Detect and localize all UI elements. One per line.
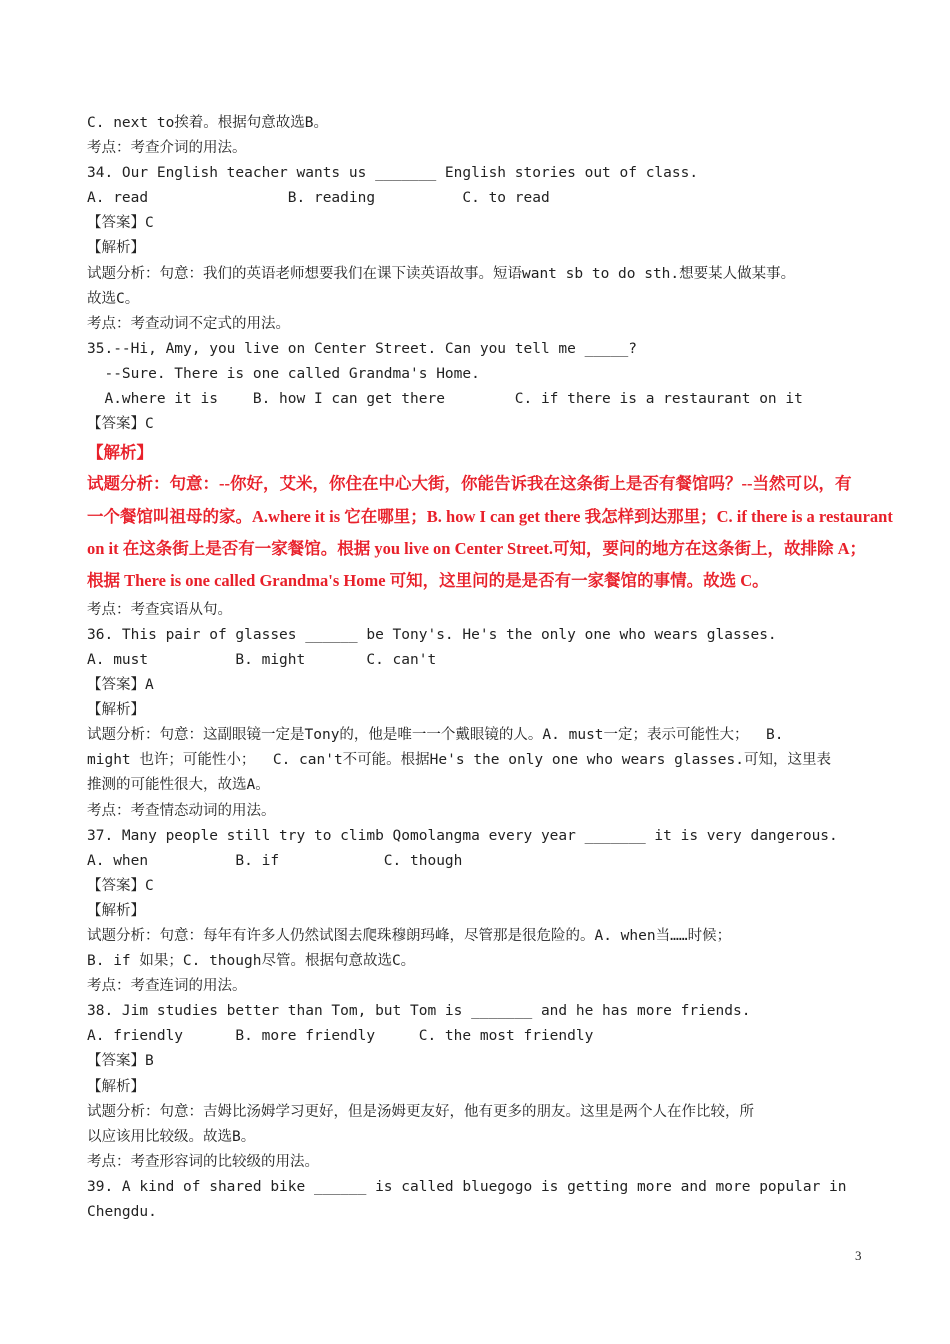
highlighted-analysis-line: 根据 There is one called Grandma's Home 可知，这里问的是是否有一家餐馆的事情。故选 C。	[87, 571, 769, 591]
text-line: 【解析】	[87, 1078, 145, 1095]
text-line: 考点：考查动词不定式的用法。	[87, 315, 290, 332]
text-line: 故选C。	[87, 290, 140, 307]
text-line: 【答案】C	[87, 877, 154, 894]
text-line: A. must B. might C. can't	[87, 651, 437, 668]
text-line: 【答案】C	[87, 215, 154, 232]
text-line: C. next to挨着。根据句意故选B。	[87, 115, 329, 131]
text-line: Chengdu.	[87, 1204, 157, 1221]
text-line: 【答案】C	[87, 416, 154, 433]
text-line: 37. Many people still try to climb Qomolangma every year _______ it is very dangerous.	[87, 827, 838, 844]
highlighted-analysis-line: 一个餐馆叫祖母的家。A.where it is 它在哪里；B. how I can get there 我怎样到达那里；C. if there is a restaurant	[87, 506, 893, 526]
text-line: 试题分析：句意：每年有许多人仍然试图去爬珠穆朗玛峰，尽管那是很危险的。A. when当……时候；	[87, 928, 732, 944]
text-line: 36. This pair of glasses ______ be Tony's. He's the only one who wears glasses.	[87, 626, 777, 643]
text-line: A.where it is B. how I can get there C. if there is a restaurant on it	[87, 391, 803, 408]
text-line: 38. Jim studies better than Tom, but Tom is _______ and he has more friends.	[87, 1003, 751, 1020]
text-line: A. when B. if C. though	[87, 852, 463, 869]
text-line: B. if 如果；C. though尽管。根据句意故选C。	[87, 953, 416, 970]
text-line: 试题分析：句意：吉姆比汤姆学习更好，但是汤姆更友好，他有更多的朋友。这里是两个人在作比较，所	[87, 1103, 754, 1120]
text-line: 【答案】B	[87, 1053, 154, 1070]
text-line: 35.--Hi, Amy, you live on Center Street. Can you tell me _____?	[87, 340, 637, 357]
page-number: 3	[855, 1248, 862, 1263]
highlighted-analysis-line: on it 在这条街上是否有一家餐馆。根据 you live on Center Street.可知，要问的地方在这条街上，故排除 A；	[87, 539, 866, 558]
text-line: --Sure. There is one called Grandma's Home.	[87, 365, 480, 382]
text-line: 【解析】	[87, 902, 145, 919]
text-line: 试题分析：句意：我们的英语老师想要我们在课下读英语故事。短语want sb to do sth.想要某人做某事。	[87, 265, 796, 282]
highlighted-analysis-line: 【解析】	[87, 443, 153, 463]
text-line: 试题分析：句意：这副眼镜一定是Tony的，他是唯一一个戴眼镜的人。A. must一定；表示可能性大； B.	[87, 727, 784, 744]
text-line: 考点：考查连词的用法。	[87, 978, 247, 995]
text-line: 以应该用比较级。故选B。	[87, 1128, 256, 1145]
text-line: 【解析】	[87, 702, 145, 719]
document-body	[87, 111, 893, 1225]
text-line: 考点：考查形容词的比较级的用法。	[87, 1153, 319, 1170]
text-line: might 也许；可能性小； C. can't不可能。根据He's the only one who wears glasses.可知，这里表	[87, 752, 831, 769]
text-line: A. read B. reading C. to read	[87, 190, 550, 207]
text-line: A. friendly B. more friendly C. the most friendly	[87, 1028, 594, 1045]
text-line: 34. Our English teacher wants us _______ English stories out of class.	[87, 165, 699, 182]
text-line: 推测的可能性很大，故选A。	[87, 777, 270, 794]
text-line: 考点：考查宾语从句。	[87, 601, 232, 618]
text-line: 【答案】A	[87, 677, 154, 694]
text-line: 考点：考查介词的用法。	[87, 140, 247, 157]
text-line: 考点：考查情态动词的用法。	[87, 802, 276, 819]
text-line: 【解析】	[87, 240, 145, 257]
highlighted-analysis-line: 试题分析：句意：--你好，艾米，你住在中心大街，你能告诉我在这条街上是否有餐馆吗？--当然可以，有	[87, 474, 852, 494]
text-line: 39. A kind of shared bike ______ is called bluegogo is getting more and more popular in	[87, 1178, 847, 1195]
